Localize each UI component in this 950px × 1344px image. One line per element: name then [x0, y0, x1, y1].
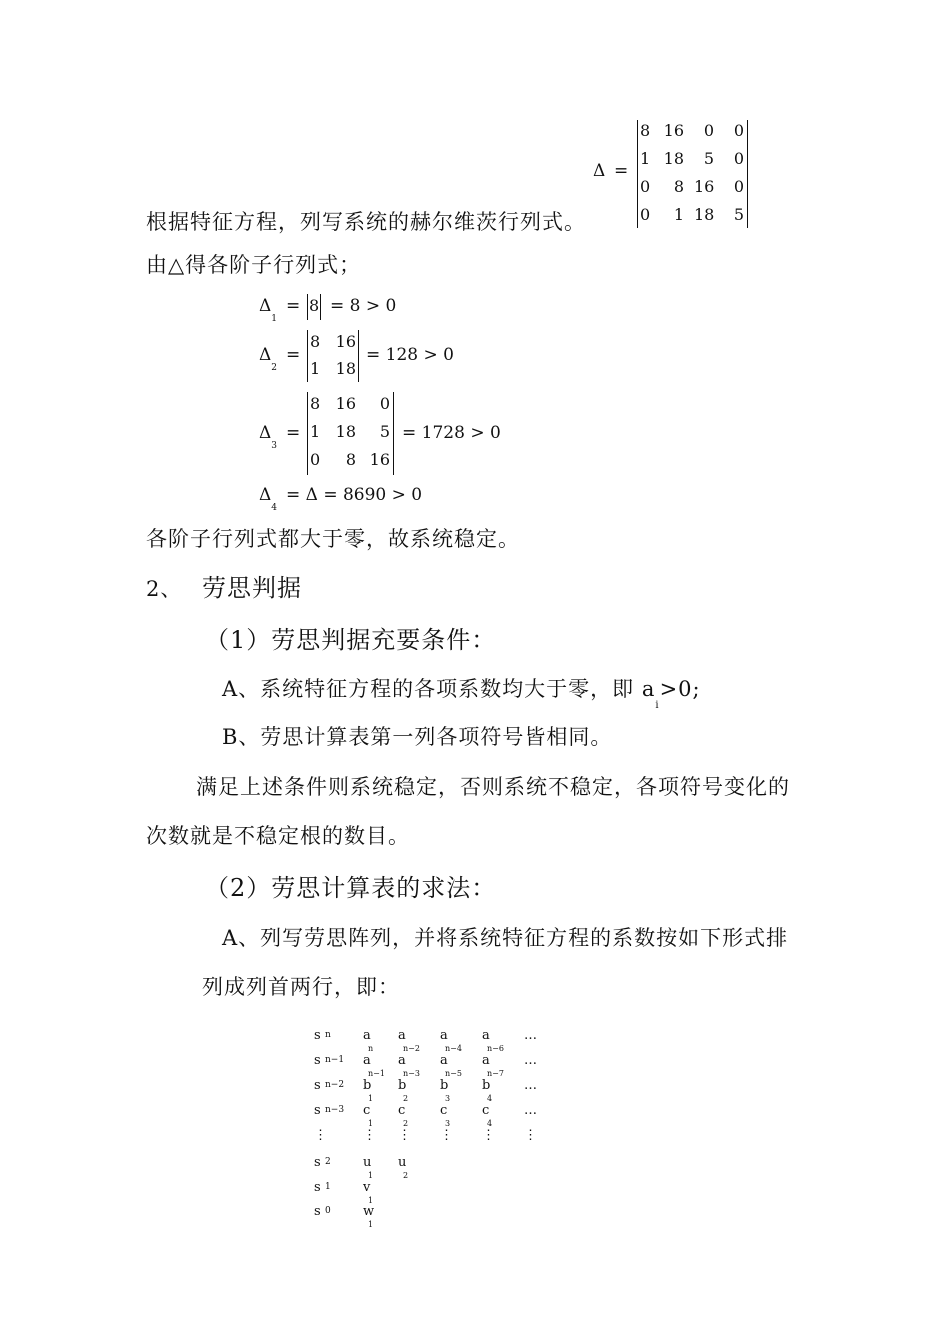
det-cell: 16: [694, 177, 715, 196]
routh-cell: a: [363, 1028, 371, 1043]
routh-cell-subscript: 3: [445, 1094, 451, 1103]
det-cell: 5: [703, 149, 714, 168]
routh-cell-subscript: 1: [368, 1094, 374, 1103]
routh-cell: c: [398, 1103, 406, 1118]
routh-row-label: ⋮: [314, 1128, 327, 1143]
routh-cell: b: [482, 1078, 491, 1093]
det-cell: 16: [335, 394, 356, 413]
routh-cell: ⋮: [482, 1128, 495, 1143]
routh-table: [310, 1028, 570, 1238]
routh-cell-subscript: n−5: [445, 1069, 462, 1078]
hurwitz-determinant: [637, 120, 748, 228]
det-cell: 8: [673, 177, 684, 196]
det-cell: 16: [663, 121, 684, 140]
routh-cell: a: [440, 1053, 448, 1068]
minor3-label: $\Delta_3$: [259, 423, 278, 451]
routh-row-continuation: …: [524, 1078, 537, 1093]
routh-cell: u: [363, 1155, 372, 1170]
minor2-label: $\Delta_2$: [259, 345, 278, 373]
minor1-determinant: [307, 294, 321, 320]
routh-cell: ⋮: [398, 1128, 411, 1143]
routh-row: [310, 1078, 570, 1102]
det-cell: 5: [379, 422, 390, 441]
det-cell: 1: [310, 359, 321, 378]
section-title: 劳思判据: [202, 574, 302, 602]
det-cell: 1: [640, 149, 651, 168]
det-cell: 18: [694, 205, 715, 224]
routh-cell: a: [440, 1028, 448, 1043]
minors-intro: 由△得各阶子行列式；: [146, 253, 362, 277]
routh-cell: a: [482, 1053, 490, 1068]
routh-cell-subscript: 1: [368, 1220, 374, 1229]
routh-cell: u: [398, 1155, 407, 1170]
routh-row-label: s: [314, 1155, 321, 1170]
det-cell: 1: [673, 205, 684, 224]
minor2-equals: =: [286, 345, 301, 365]
det-cell: 0: [733, 149, 744, 168]
routh-cell: a: [398, 1028, 406, 1043]
routh-cell-subscript: 1: [368, 1119, 374, 1128]
det-cell: 0: [310, 450, 321, 469]
routh-row-power: n−2: [325, 1080, 345, 1090]
minor2-determinant: [307, 330, 359, 382]
delta-symbol: Δ: [593, 161, 606, 181]
hurwitz-intro: 根据特征方程，列写系统的赫尔维茨行列式。: [146, 210, 586, 234]
routh-row: [310, 1028, 570, 1052]
routh-row: [310, 1053, 570, 1077]
routh-cell-subscript: n−2: [403, 1044, 420, 1053]
minor1-label: $\Delta_1$: [259, 296, 278, 324]
routh-cell-subscript: 4: [487, 1094, 493, 1103]
routh-row-label: s: [314, 1103, 321, 1118]
routh-cell: b: [440, 1078, 449, 1093]
routh-cell-subscript: n−1: [368, 1069, 385, 1078]
routh-cell-subscript: 2: [403, 1119, 409, 1128]
det-cell: 8: [310, 394, 321, 413]
routh-row: [310, 1180, 570, 1204]
routh-cell-subscript: n−4: [445, 1044, 462, 1053]
det-cell: 8: [640, 121, 651, 140]
det-cell: 0: [640, 205, 651, 224]
delta-equals: =: [614, 161, 629, 181]
routh-row-continuation: …: [524, 1103, 537, 1118]
routh-cell-subscript: n: [368, 1044, 374, 1053]
condition-b: B、劳思计算表第一列各项符号皆相同。: [222, 725, 613, 749]
subsection-2-title: （2）劳思计算表的求法：: [205, 874, 497, 902]
routh-row-power: 2: [325, 1157, 331, 1167]
routh-cell-subscript: 2: [403, 1094, 409, 1103]
routh-cell: a: [398, 1053, 406, 1068]
step-a-line-2: 列成列首两行，即：: [202, 975, 400, 999]
routh-row-power: 1: [325, 1182, 331, 1192]
routh-cell: b: [363, 1078, 372, 1093]
routh-cell: ⋮: [440, 1128, 453, 1143]
routh-row-continuation: …: [524, 1028, 537, 1043]
condition-a: A、系统特征方程的各项系数均大于零，即 $a_i>0$;: [222, 677, 701, 711]
det-cell: 16: [335, 332, 356, 351]
routh-cell: c: [363, 1103, 371, 1118]
routh-cell: c: [482, 1103, 490, 1118]
det-cell: 5: [733, 205, 744, 224]
routh-cell: v: [363, 1180, 371, 1195]
minor3-determinant: [307, 392, 394, 475]
subsection-1-title: （1）劳思判据充要条件：: [205, 626, 497, 654]
section-number: 2、: [146, 577, 183, 601]
routh-row-label: s: [314, 1204, 321, 1219]
routh-row: [310, 1155, 570, 1179]
routh-row-label: s: [314, 1180, 321, 1195]
minor4-text: = Δ = 8690 > 0: [286, 485, 423, 505]
routh-cell-subscript: 3: [445, 1119, 451, 1128]
hurwitz-conclusion: 各阶子行列式都大于零，故系统稳定。: [146, 527, 520, 551]
det-cell: 8: [309, 296, 320, 315]
routh-cell: a: [363, 1053, 371, 1068]
det-cell: 16: [369, 450, 390, 469]
det-cell: 0: [640, 177, 651, 196]
routh-row-continuation: …: [524, 1053, 537, 1068]
routh-row-label: s: [314, 1078, 321, 1093]
routh-cell-subscript: 1: [368, 1196, 374, 1205]
minor3-equals: =: [286, 423, 301, 443]
det-cell: 8: [345, 450, 356, 469]
routh-row: [310, 1204, 570, 1228]
routh-row-power: n: [325, 1030, 331, 1040]
det-cell: 18: [335, 359, 356, 378]
paragraph-line-1: 满足上述条件则系统稳定，否则系统不稳定，各项符号变化的: [196, 775, 790, 799]
routh-row-label: s: [314, 1028, 321, 1043]
routh-row-power: 0: [325, 1206, 331, 1216]
paragraph-line-2: 次数就是不稳定根的数目。: [146, 824, 410, 848]
minor1-equals: =: [286, 296, 301, 316]
det-cell: 0: [733, 121, 744, 140]
det-cell: 18: [335, 422, 356, 441]
routh-row: [310, 1103, 570, 1127]
step-a-line-1: A、列写劳思阵列，并将系统特征方程的系数按如下形式排: [222, 926, 789, 950]
det-cell: 0: [733, 177, 744, 196]
routh-cell-subscript: n−6: [487, 1044, 504, 1053]
routh-cell: ⋮: [363, 1128, 376, 1143]
det-cell: 0: [703, 121, 714, 140]
routh-row-power: n−3: [325, 1105, 345, 1115]
routh-cell: a: [482, 1028, 490, 1043]
minor4-label: $\Delta_4$: [259, 485, 278, 513]
minor3-result: = 1728 > 0: [402, 423, 501, 443]
routh-row-power: n−1: [325, 1055, 345, 1065]
minor1-result: = 8 > 0: [330, 296, 397, 316]
det-cell: 8: [310, 332, 321, 351]
routh-cell-subscript: 1: [368, 1171, 374, 1180]
minor2-result: = 128 > 0: [366, 345, 454, 365]
routh-cell-subscript: n−3: [403, 1069, 420, 1078]
det-cell: 18: [663, 149, 684, 168]
routh-row-label: s: [314, 1053, 321, 1068]
routh-cell-subscript: 2: [403, 1171, 409, 1180]
routh-cell: w: [363, 1204, 375, 1219]
routh-cell-subscript: 4: [487, 1119, 493, 1128]
det-cell: 0: [379, 394, 390, 413]
det-cell: 1: [310, 422, 321, 441]
routh-row-continuation: ⋮: [524, 1128, 537, 1143]
routh-row: [310, 1128, 570, 1152]
routh-cell: c: [440, 1103, 448, 1118]
routh-cell: b: [398, 1078, 407, 1093]
routh-cell-subscript: n−7: [487, 1069, 504, 1078]
